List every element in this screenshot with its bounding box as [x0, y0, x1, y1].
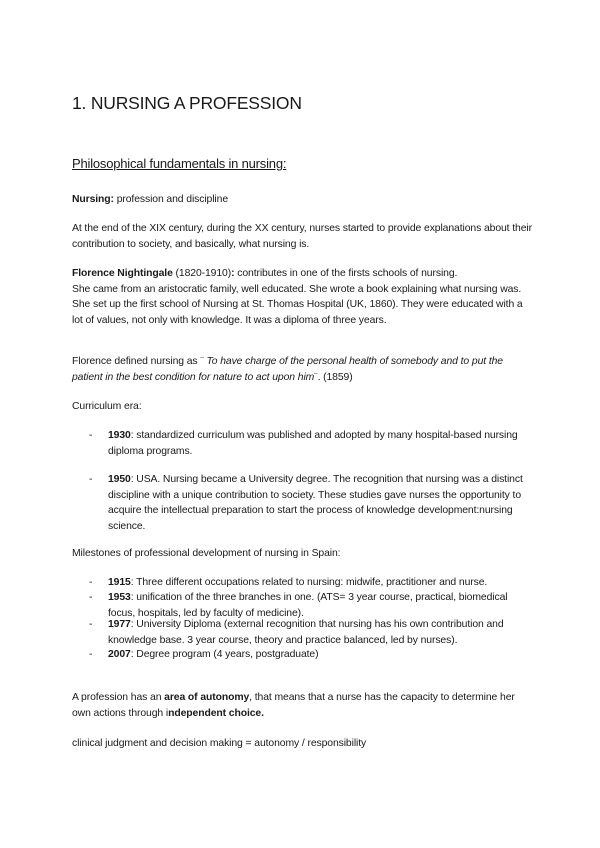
nursing-definition	[72, 192, 532, 208]
list-bullet: -	[89, 577, 93, 588]
nightingale-line3: She set up the first school of Nursing at St. Thomas Hospital (UK, 1860). They were educated with a lot of values, not only with knowledge. It was a diploma of three years.	[72, 299, 523, 326]
milestone-year: 2007	[108, 649, 131, 660]
autonomy-part2: , that means that a nurse has the capacity to determine her own actions through i	[72, 692, 515, 719]
list-item	[108, 472, 533, 534]
nursing-term-text: profession and discipline	[113, 194, 228, 205]
nightingale-paragraph	[72, 266, 532, 328]
milestone-year: 1977	[108, 619, 131, 630]
list-bullet: -	[89, 430, 93, 441]
nightingale-line2: She came from an aristocratic family, well educated. She wrote a book explaining what nursing was.	[72, 283, 522, 295]
list-item	[108, 647, 533, 663]
autonomy-paragraph	[72, 690, 532, 721]
milestone-text: : unification of the three branches in one. (ATS= 3 year course, practical, biomedical focus, hospitals, led by faculty of medicine).	[108, 592, 508, 619]
autonomy-bold1: area of autonomy	[164, 692, 250, 703]
autonomy-bold2: ndependent choice.	[168, 707, 264, 719]
nightingale-years: (1820-1910)	[172, 268, 232, 279]
autonomy-part1: A profession has an	[72, 692, 165, 703]
curriculum-text: : USA. Nursing became a University degree. The recognition that nursing was a distinct discipline with a unique contribution to society. These studies gave nurses the opportunity to acquire the intellectual preparation to start the process of knowledge development:nursing science.	[108, 474, 523, 532]
nursing-term: Nursing:	[72, 194, 114, 205]
nightingale-line1: contributes in one of the firsts schools of nursing.	[234, 268, 458, 279]
list-bullet: -	[89, 592, 93, 603]
list-bullet: -	[89, 649, 93, 660]
curriculum-year: 1930	[108, 430, 131, 441]
milestone-text: : Degree program (4 years, postgraduate)	[130, 649, 319, 660]
list-item	[108, 575, 533, 591]
definition-paragraph	[72, 354, 532, 385]
curriculum-label: Curriculum era:	[72, 401, 142, 412]
milestone-year: 1953	[108, 592, 131, 603]
curriculum-text: : standardized curriculum was published and adopted by many hospital-based nursing diploma programs.	[108, 430, 518, 457]
definition-quote: To have charge of the personal health of somebody and to put the patient in the best condition for nature to act upon him	[72, 356, 503, 383]
list-bullet: -	[89, 474, 93, 485]
nightingale-colon: :	[231, 268, 235, 279]
section-heading: Philosophical fundamentals in nursing:	[72, 156, 287, 171]
milestones-label: Milestones of professional development of nursing in Spain:	[72, 548, 341, 559]
milestone-text: : Three different occupations related to nursing: midwife, practitioner and nurse.	[130, 577, 488, 588]
list-bullet: -	[89, 619, 93, 630]
milestone-text: : University Diploma (external recognition that nursing has his own contribution and knowledge base. 3 year course, theory and practice balanced, led by nurses).	[108, 619, 504, 646]
definition-prefix: Florence defined nursing as ¨	[72, 356, 207, 367]
list-item	[108, 617, 533, 648]
intro-paragraph: At the end of the XIX century, during the XX century, nurses started to provide explanations about their contribution to society, and basically, what nursing is.	[72, 223, 532, 250]
page-title: 1. NURSING A PROFESSION	[72, 93, 302, 113]
nightingale-name: Florence Nightingale	[72, 268, 173, 279]
closing-line: clinical judgment and decision making = autonomy / responsibility	[72, 738, 367, 749]
list-item	[108, 428, 533, 459]
milestone-year: 1915	[108, 577, 131, 588]
curriculum-year: 1950	[108, 474, 131, 485]
definition-suffix: ¨. (1859)	[314, 371, 353, 383]
